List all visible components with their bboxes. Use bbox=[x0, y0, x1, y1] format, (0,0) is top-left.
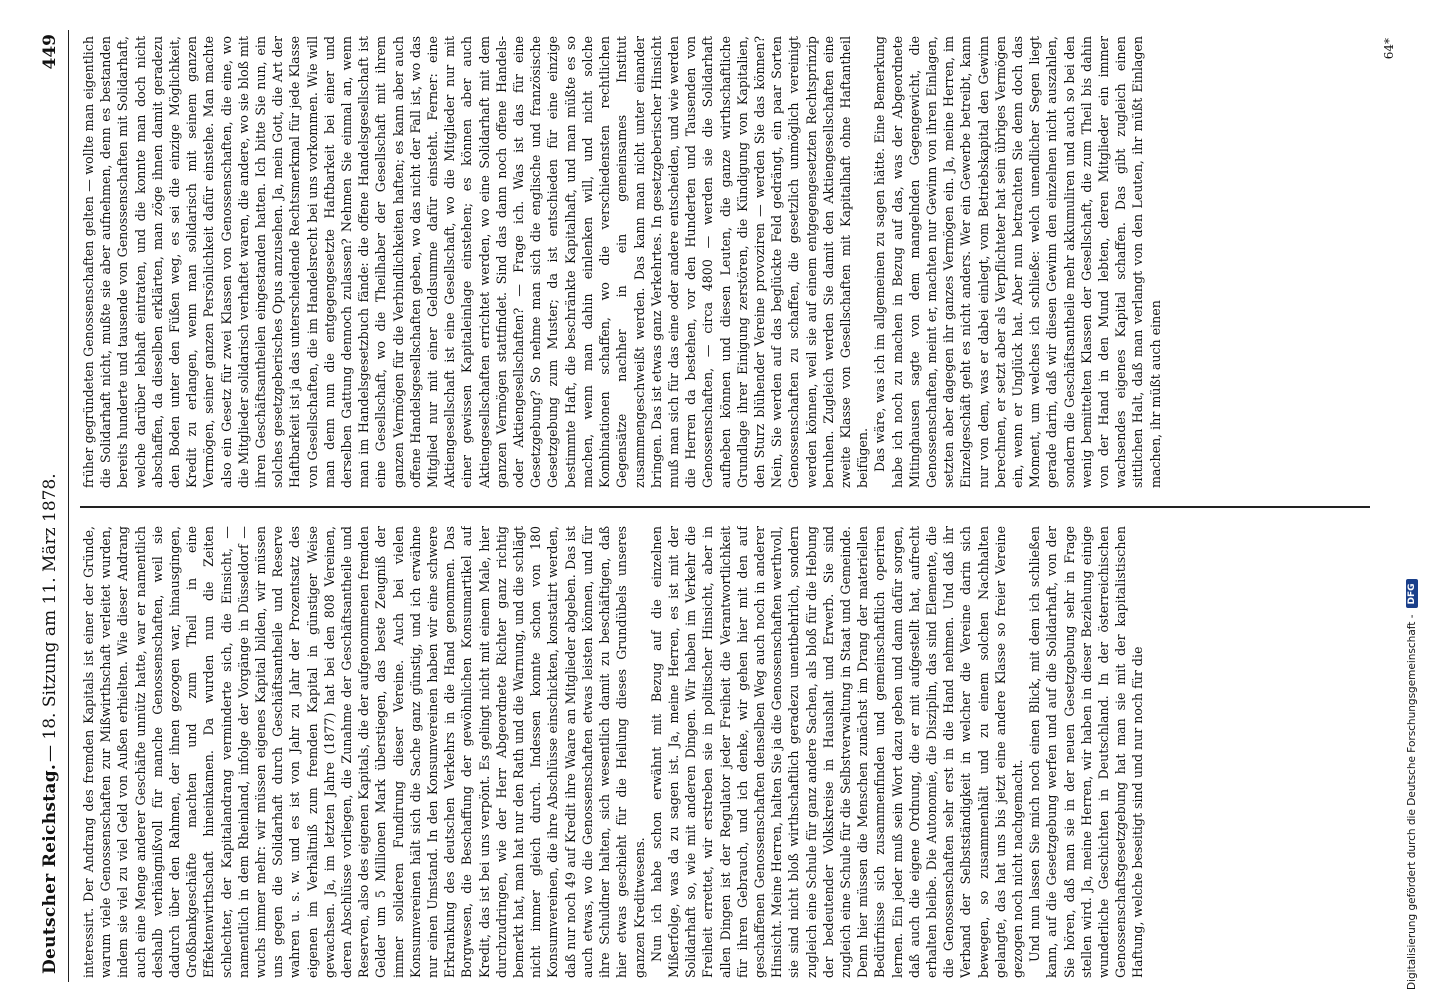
dfg-logo: DFG bbox=[1406, 579, 1418, 608]
page-header bbox=[28, 30, 69, 982]
signature-mark: 64* bbox=[1382, 38, 1396, 60]
header-session: — 18. Sitzung am 11. März 1878. bbox=[40, 473, 60, 762]
column-divider bbox=[80, 507, 1370, 509]
paragraph: Nun ich habe schon erwähnt mit Bezug auf die einzelnen Mißerfolge, was da zu sagen ist. Ja, meine Herren, es ist mit der Solidarhaft so, wie mit anderen Dingen. Wir haben im Verkehr die Freiheit errettet, wir erstreben sie in politischer Hinsicht, aber in allen Dingen ist der Regulator jeder Freiheit die Verantwortlichkeit für ihren Gebrauch, und ich denke, wir gehen hier mit den auf geschaffenen Genossenschaften denselben Weg auch noch in anderer Hinsicht. Meine Herren, halten Sie ja die Genossenschaften werthvoll, sie sind nicht bloß wirthschaftlich geradezu unentbehrlich, sondern zugleich eine Schule für ganz andere Sachen, als bloß für die Hebung der bedeutender Volkskreise in Haushalt und Erwerb. Sie sind zugleich eine Schule für die Selbstverwaltung in Staat und Gemeinde. Denn hier müssen die Menschen zunächst im Drang der materiellen Bedürfnisse sich zusammenfinden und gemeinschaftlich operiren lernen. Ein jeder muß sein Wort dazu geben und dann dafür sorgen, daß auch die eigene Ordnung, die er mit aufgestellt hat, aufrecht erhalten bleibe. Die Autonomie, die Disziplin, das sind Elemente, die die Genossenschaften sehr erst in die Hand nehmen. Und daß ihr Verband der Selbstständigkeit in welcher die Vereine darin sich bewegen, so zusammenhält und zu einem solchen Nachhalten gelangte, das hat uns bis jetzt eine andere Klasse so freier Vereine gezogen noch nicht nachgemacht. bbox=[648, 526, 1025, 978]
paragraph: früher gegründeten Genossenschaften gelten — wollte man eigentlich die Solidarhaft nicht, mußte sie aber aufnehmen, denn es bestanden bereits hunderte und tausende von Genossenschaften mit Solidarhaft, welche darüber lebhaft eintraten, und die konnte man doch nicht abschaffen, da dieselben erklärten, man zöge ihnen damit geradezu den Boden unter den Füßen weg, es sei die einzige Möglichkeit, Kredit zu erlangen, wenn man solidarisch mit seinem ganzen Vermögen, seiner ganzen Persönlichkeit dafür einstehe. Man machte also ein Gesetz für zwei Klassen von Genossenschaften, die eine, wo die Mitglieder solidarisch verhaftet waren, die andere, wo sie bloß mit ihren Geschäftsantheilen eingestanden hatten. Ich bitte Sie nun, ein solches gesetzgeberisches Opus anzusehen. Ja, mein Gott, die Art der Haftbarkeit ist ja das unterscheidende Rechtsmerkmal für jede Klasse von Gesellschaften, die im Handelsrecht bei uns vorkommen. Wie will man denn nun die entgegengesetzte Haftbarkeit bei einer und derselben Gattung dennoch zulassen? Nehmen Sie einmal an, wenn man im Handelsgesetzbuch fände: die offene Handelsgesellschaft ist eine Gesellschaft, wo die Theilhaber der Gesellschaft mit ihrem ganzen Vermögen für die Verbindlichkeiten haften; es kann aber auch offene Handelsgesellschaften geben, wo das nicht der Fall ist, wo das Mitglied nur mit einer Geldsumme dafür einsteht. Ferner: eine Aktiengesellschaft ist eine Gesellschaft, wo die Mitglieder nur mit einer gewissen Kapitaleinlage einstehen; es können aber auch Aktiengesellschaften errichtet werden, wo eine Solidarhaft mit dem ganzen Vermögen stattfindet. Sind das dann noch offene Handels- oder Aktiengesellschaften? — Frage ich. Was ist das für eine Gesetzgebung? So nehme man sich die englische und französische Gesetzgebung zum Muster; da ist entschieden für eine einzige bestimmte Haft, die beschränkte Kapitalhaft, und man müßte es so machen, wenn man dahin einlenken will, und nicht solche Kombinationen schaffen, wo die verschiedensten rechtlichen Gegensätze nachher in ein gemeinsames Institut zusammengeschweißt werden. Das kann man nicht unter einander bringen. Das ist etwas ganz Verkehrtes. In gesetzgeberischer Hinsicht muß man sich für das eine oder andere entscheiden, und wie werden die Herren da bestehen, vor den Hunderten und Tausenden von Genossenschaften, — circa 4800 — werden sie die Solidarhaft aufheben können und diesen Leuten, die ganze wirthschaftliche Grundlage ihrer Einigung zerstören, die Kündigung von Kapitalien, den Sturz blühender Vereine provoziren — werden Sie das können? Nein, Sie werden auf das beglückte Feld gedrängt, ein paar Sorten Genossenschaften zu schaffen, die gesetzlich unmöglich vereinigt werden können, weil sie auf einem entgegengesetzten Rechtsprinzip beruhen. Zugleich werden Sie damit den Aktiengesellschaften eine zweite Klasse von Gesellschaften mit Kapitalhaft ohne Haftantheil beifügen. bbox=[81, 36, 871, 488]
credit-text: Digitalisierung gefördert durch die Deutsche Forschungsgemeinschaft - bbox=[1406, 614, 1418, 990]
header-publication: Deutscher Reichstag. bbox=[40, 763, 60, 974]
paragraph: Das wäre, was ich im allgemeinen zu sagen hätte. Eine Bemerkung habe ich noch zu machen in Bezug auf das, was der Abgeordnete Mitinghausen sagte von dem mangelnden Gegengewicht, die Genossenschaften, meint er, machten nur Gewinn von ihren Einlagen, setzten aber dagegen ihr ganzes Vermögen ein. Ja, meine Herren, im Einzelgeschäft geht es nicht anders. Wer ein Gewerbe betreibt, kann nur von dem, was er dabei einlegt, vom Betriebskapital den Gewinn berechnen, er setzt aber als Verpflichteter hat sein übriges Vermögen ein, wenn er Unglück hat. Aber nun betrachten Sie denn doch das Moment, um welches ich schließe: welch unendlicher Segen liegt gerade darin, daß wir diesen Gewinn den einzelnen nicht auszahlen, sondern die Geschäftsantheile mehr akkumuliren und auch so bei den wenig bemittelten Klassen der Gesellschaft, die zum Theil bis dahin von der Hand in den Mund lebten, deren Mitglieder ein immer wachsendes eigenes Kapital schaffen. Das gibt zugleich einen sittlichen Halt, daß man verlangt von den Leuten, ihr müßt Einlagen machen, ihr müßt auch einen bbox=[872, 36, 1163, 488]
digitization-credit bbox=[1406, 10, 1418, 990]
document-page bbox=[28, 30, 1400, 982]
page-number: 449 bbox=[40, 34, 60, 70]
left-column bbox=[80, 526, 1384, 978]
paragraph: Und nun lassen Sie mich noch einen Blick, mit dem ich schließen kann, auf die Gesetzgebung werfen und auf die Solidarhaft, von der Sie hören, daß man sie in der neuen Gesetzgebung sehr in Frage stellen wird. Ja, meine Herren, wir haben in dieser Beziehung einige wunderliche Geschichten in Deutschland. In der österreichischen Genossenschaftsgesetzgebung hat man sie mit der kapitalistischen Haftung, welche beseitigt sind und nur noch für die bbox=[1027, 526, 1146, 978]
right-column bbox=[80, 36, 1384, 488]
paragraph: interessirt. Der Andrang des fremden Kapitals ist einer der Gründe, warum viele Genossenschaften zur Mißwirthschaft verleitet wurden, indem sie viel zu viel Geld von Außen erhielten. Wie dieser Andrang auch eine Menge anderer Geschäfte unnütz hatte, war er namentlich deshalb verhängnißvoll für manche Genossenschaften, weil sie dadurch über den Rahmen, der ihnen gezogen war, hinausgingen, Großbankgeschäfte machten und zum Theil in eine Effektenwirthschaft hineinkamen. Da wurden nun die Zeiten schlechter, der Kapitalandrang verminderte sich, die Einsicht, — namentlich in dem Rheinland, infolge der Vorgänge in Düsseldorf — wuchs immer mehr: wir müssen eigenes Kapital bilden, wir müssen uns gegen die Solidarhaft durch Geschäftsantheile und Reserve wahren u. s. w. und es ist von Jahr zu Jahr der Prozentsatz des eigenen im Verhältniß zum fremden Kapital in günstiger Weise gewachsen. Ja, im letzten Jahre (1877) hat bei den 808 Vereinen, deren Abschlüsse vorliegen, die Zunahme der Geschäftsantheile und Reserven, also des eigenen Kapitals, die der aufgenommenen fremden Gelder um 5 Millionen Mark überstiegen, das beste Zeugniß der immer solideren Fundirung dieser Vereine. Auch bei vielen Konsumvereinen hält sich die Sache ganz günstig, und ich erwähne nur einen Umstand. In den Konsumvereinen haben wir eine schwere Erkrankung des deutschen Verkehrs in die Hand genommen. Das Borgwesen, die Beschaffung der gewöhnlichen Konsumartikel auf Kredit, das ist bei uns verpönt. Es gelingt nicht mit einem Male, hier durchzudringen, wie der Herr Abgeordnete Richter ganz richtig bemerkt hat, man hat nur den Rath und die Warnung, und die schlägt nicht immer gleich durch. Indessen konnte schon von 180 Konsumvereinen, die ihre Abschlüsse einschickten, konstatirt werden, daß nur noch 49 auf Kredit ihre Waare an Mitglieder abgeben. Das ist auch etwas, wo die Genossenschaften etwas leisten können, und für ihre Schuldner halten, sich wesentlich damit zu beschäftigen, daß hier etwas geschieht für die Heilung dieses Grundübels unseres ganzen Kreditwesens. bbox=[81, 526, 647, 978]
